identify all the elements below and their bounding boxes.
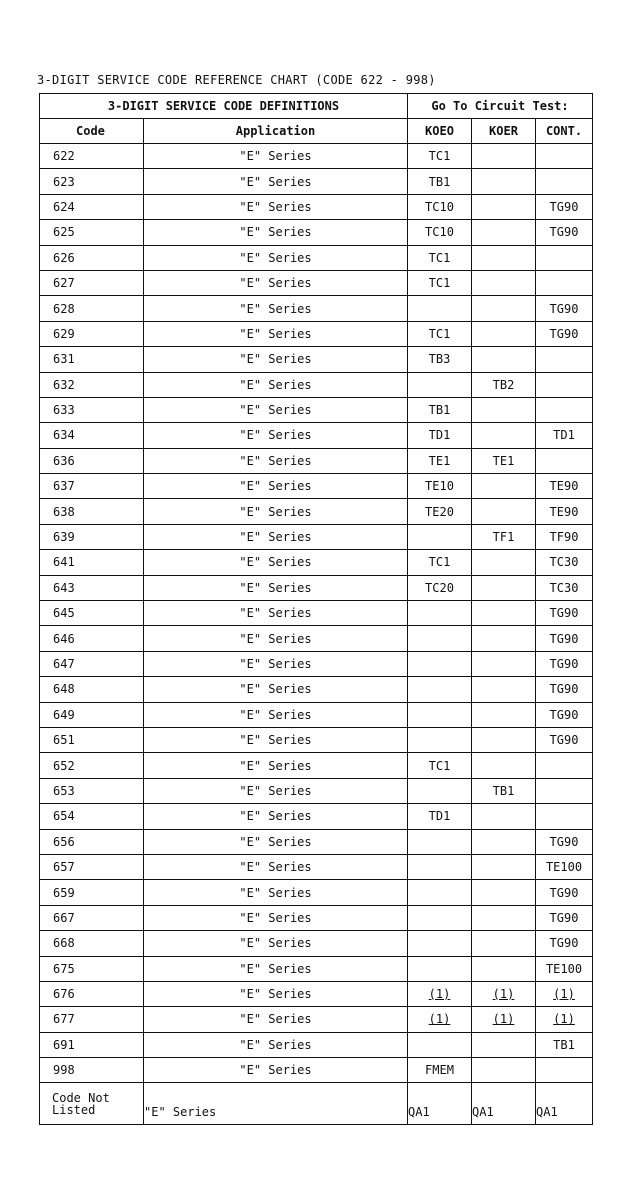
koeo-cell [408, 677, 472, 702]
koeo-cell [408, 880, 472, 905]
koeo-cell: TB3 [408, 347, 472, 372]
application-cell: "E" Series [144, 397, 408, 422]
cont-cell: (1) [536, 1007, 593, 1032]
koeo-cell [408, 524, 472, 549]
code-cell: 645 [40, 601, 144, 626]
code-cell: 649 [40, 702, 144, 727]
koeo-cell: TD1 [408, 423, 472, 448]
cont-cell [536, 245, 593, 270]
cont-cell: TG90 [536, 931, 593, 956]
cont-cell: TC30 [536, 575, 593, 600]
koer-cell: TB1 [472, 778, 536, 803]
koeo-cell [408, 372, 472, 397]
table-row [40, 753, 593, 778]
application-cell: "E" Series [144, 854, 408, 879]
cont-cell: TG90 [536, 601, 593, 626]
table-row-code-not-listed [40, 1083, 593, 1125]
cont-cell: TG90 [536, 321, 593, 346]
code-cell: 626 [40, 245, 144, 270]
koer-cell: QA1 [472, 1083, 536, 1125]
koeo-cell: TE1 [408, 448, 472, 473]
code-cell: 646 [40, 626, 144, 651]
koeo-cell [408, 931, 472, 956]
koer-cell [472, 296, 536, 321]
cont-cell: TG90 [536, 829, 593, 854]
code-cell: 624 [40, 194, 144, 219]
table-row [40, 270, 593, 295]
cont-cell: TE90 [536, 499, 593, 524]
table-row [40, 194, 593, 219]
koer-cell [472, 423, 536, 448]
table-row [40, 524, 593, 549]
code-cell: 643 [40, 575, 144, 600]
cont-cell [536, 397, 593, 422]
cont-cell: TG90 [536, 677, 593, 702]
code-cell: 638 [40, 499, 144, 524]
koer-cell [472, 702, 536, 727]
application-cell: "E" Series [144, 1058, 408, 1083]
koer-cell [472, 804, 536, 829]
cont-cell [536, 372, 593, 397]
cont-cell: TG90 [536, 727, 593, 752]
table-row [40, 804, 593, 829]
cont-cell: TG90 [536, 626, 593, 651]
code-cell: 659 [40, 880, 144, 905]
koeo-cell [408, 702, 472, 727]
code-cell: 627 [40, 270, 144, 295]
table-row [40, 169, 593, 194]
code-line-1: Code Not [52, 1090, 110, 1105]
koer-cell [472, 321, 536, 346]
koeo-cell: TD1 [408, 804, 472, 829]
code-cell: 667 [40, 905, 144, 930]
application-cell: "E" Series [144, 169, 408, 194]
application-cell: "E" Series [144, 727, 408, 752]
koer-cell [472, 956, 536, 981]
koeo-cell: TB1 [408, 397, 472, 422]
table-row [40, 550, 593, 575]
table-row [40, 956, 593, 981]
koeo-cell: TE10 [408, 474, 472, 499]
cont-cell [536, 347, 593, 372]
koeo-cell [408, 854, 472, 879]
table-row [40, 372, 593, 397]
koer-cell [472, 677, 536, 702]
application-cell: "E" Series [144, 550, 408, 575]
table-row [40, 296, 593, 321]
application-cell: "E" Series [144, 753, 408, 778]
koeo-cell: (1) [408, 981, 472, 1006]
table-row [40, 601, 593, 626]
application-cell: "E" Series [144, 524, 408, 549]
code-cell: 633 [40, 397, 144, 422]
koeo-cell: TC1 [408, 321, 472, 346]
koer-cell [472, 220, 536, 245]
application-cell: "E" Series [144, 194, 408, 219]
code-cell: 648 [40, 677, 144, 702]
table-row [40, 981, 593, 1006]
table-row [40, 499, 593, 524]
koeo-cell: TC1 [408, 270, 472, 295]
koer-cell: TF1 [472, 524, 536, 549]
application-cell: "E" Series [144, 677, 408, 702]
cont-cell: (1) [536, 981, 593, 1006]
table-row [40, 651, 593, 676]
application-cell: "E" Series [144, 270, 408, 295]
chart-title: 3-DIGIT SERVICE CODE REFERENCE CHART (CODE 622 - 998) [37, 73, 436, 87]
code-line-2: Listed [52, 1102, 96, 1117]
application-cell: "E" Series [144, 905, 408, 930]
table-row [40, 829, 593, 854]
application-cell: "E" Series [144, 956, 408, 981]
koeo-cell: TE20 [408, 499, 472, 524]
koer-cell [472, 753, 536, 778]
cont-cell: TG90 [536, 651, 593, 676]
application-cell: "E" Series [144, 804, 408, 829]
cont-cell: TF90 [536, 524, 593, 549]
koeo-cell [408, 651, 472, 676]
table-row [40, 397, 593, 422]
application-cell: "E" Series [144, 880, 408, 905]
table-body [40, 144, 593, 1125]
koeo-cell [408, 829, 472, 854]
application-cell: "E" Series [144, 1083, 408, 1125]
code-cell: 639 [40, 524, 144, 549]
application-cell: "E" Series [144, 1032, 408, 1057]
application-cell: "E" Series [144, 423, 408, 448]
cont-cell: TG90 [536, 702, 593, 727]
table-row [40, 423, 593, 448]
code-cell: 652 [40, 753, 144, 778]
table-row [40, 931, 593, 956]
koer-cell [472, 397, 536, 422]
application-cell: "E" Series [144, 601, 408, 626]
koer-cell [472, 1058, 536, 1083]
application-cell: "E" Series [144, 474, 408, 499]
koeo-cell [408, 956, 472, 981]
application-cell: "E" Series [144, 931, 408, 956]
koer-cell: TB2 [472, 372, 536, 397]
koer-cell [472, 550, 536, 575]
koeo-cell [408, 296, 472, 321]
koer-cell [472, 194, 536, 219]
koeo-cell [408, 626, 472, 651]
application-cell: "E" Series [144, 829, 408, 854]
service-code-table [39, 93, 593, 1125]
koeo-cell [408, 778, 472, 803]
code-cell: 651 [40, 727, 144, 752]
cont-cell: TG90 [536, 220, 593, 245]
table-row [40, 245, 593, 270]
code-cell: 634 [40, 423, 144, 448]
cont-cell [536, 1058, 593, 1083]
koeo-cell: TC1 [408, 144, 472, 169]
table-row [40, 626, 593, 651]
table-row [40, 854, 593, 879]
code-cell: 632 [40, 372, 144, 397]
code-cell: 653 [40, 778, 144, 803]
code-cell: 677 [40, 1007, 144, 1032]
koer-cell [472, 651, 536, 676]
application-cell: "E" Series [144, 626, 408, 651]
koeo-cell: TC10 [408, 220, 472, 245]
table-header-columns [40, 119, 593, 144]
code-cell: 628 [40, 296, 144, 321]
cont-column-header: CONT. [536, 119, 593, 144]
cont-cell: TG90 [536, 880, 593, 905]
cont-cell [536, 804, 593, 829]
application-cell: "E" Series [144, 347, 408, 372]
koeo-cell: TB1 [408, 169, 472, 194]
code-cell: 641 [40, 550, 144, 575]
code-cell: 675 [40, 956, 144, 981]
application-cell: "E" Series [144, 778, 408, 803]
application-cell: "E" Series [144, 321, 408, 346]
koeo-cell [408, 601, 472, 626]
cont-cell [536, 144, 593, 169]
koeo-cell: QA1 [408, 1083, 472, 1125]
code-cell: 622 [40, 144, 144, 169]
table-row [40, 1007, 593, 1032]
cont-cell: TC30 [536, 550, 593, 575]
koer-cell [472, 854, 536, 879]
cont-cell: QA1 [536, 1083, 593, 1125]
koeo-cell: TC1 [408, 245, 472, 270]
koer-cell [472, 601, 536, 626]
koer-cell [472, 905, 536, 930]
koer-cell [472, 499, 536, 524]
code-cell: 625 [40, 220, 144, 245]
cont-cell: TE100 [536, 854, 593, 879]
koer-cell: TE1 [472, 448, 536, 473]
application-cell: "E" Series [144, 245, 408, 270]
code-cell: 668 [40, 931, 144, 956]
koer-cell [472, 474, 536, 499]
koer-cell [472, 169, 536, 194]
application-column-header: Application [144, 119, 408, 144]
cont-cell: TG90 [536, 194, 593, 219]
koer-cell [472, 575, 536, 600]
application-cell: "E" Series [144, 372, 408, 397]
code-cell: 647 [40, 651, 144, 676]
table-row [40, 474, 593, 499]
code-cell: 656 [40, 829, 144, 854]
koer-cell [472, 347, 536, 372]
koer-cell [472, 1032, 536, 1057]
code-cell: 636 [40, 448, 144, 473]
code-cell: 654 [40, 804, 144, 829]
table-row [40, 702, 593, 727]
code-cell: 629 [40, 321, 144, 346]
koer-column-header: KOER [472, 119, 536, 144]
application-cell: "E" Series [144, 702, 408, 727]
application-cell: "E" Series [144, 651, 408, 676]
code-cell: 691 [40, 1032, 144, 1057]
koeo-cell [408, 727, 472, 752]
application-cell: "E" Series [144, 1007, 408, 1032]
koeo-cell: TC20 [408, 575, 472, 600]
cont-cell: TE100 [536, 956, 593, 981]
application-cell: "E" Series [144, 981, 408, 1006]
koer-cell: (1) [472, 1007, 536, 1032]
koer-cell [472, 626, 536, 651]
cont-cell [536, 753, 593, 778]
application-cell: "E" Series [144, 220, 408, 245]
code-cell: 623 [40, 169, 144, 194]
application-cell: "E" Series [144, 499, 408, 524]
koeo-cell: TC1 [408, 753, 472, 778]
code-cell: 657 [40, 854, 144, 879]
cont-cell [536, 169, 593, 194]
koer-cell: (1) [472, 981, 536, 1006]
koer-cell [472, 727, 536, 752]
cont-cell: TE90 [536, 474, 593, 499]
table-row [40, 677, 593, 702]
application-cell: "E" Series [144, 296, 408, 321]
cont-cell [536, 778, 593, 803]
koeo-cell: TC10 [408, 194, 472, 219]
table-row [40, 778, 593, 803]
cont-cell: TD1 [536, 423, 593, 448]
table-row [40, 1032, 593, 1057]
table-row [40, 880, 593, 905]
code-cell [40, 1083, 144, 1125]
cont-cell [536, 448, 593, 473]
application-cell: "E" Series [144, 144, 408, 169]
cont-cell: TB1 [536, 1032, 593, 1057]
koeo-cell: FMEM [408, 1058, 472, 1083]
code-cell: 998 [40, 1058, 144, 1083]
code-column-header: Code [40, 119, 144, 144]
koeo-cell: TC1 [408, 550, 472, 575]
koer-cell [472, 880, 536, 905]
go-to-circuit-test-header: Go To Circuit Test: [408, 94, 593, 119]
table-header-top [40, 94, 593, 119]
koer-cell [472, 245, 536, 270]
code-cell: 631 [40, 347, 144, 372]
cont-cell: TG90 [536, 296, 593, 321]
application-cell: "E" Series [144, 575, 408, 600]
table-row [40, 575, 593, 600]
table-row [40, 144, 593, 169]
code-cell: 676 [40, 981, 144, 1006]
application-cell: "E" Series [144, 448, 408, 473]
table-row [40, 347, 593, 372]
table-row [40, 727, 593, 752]
table-row [40, 905, 593, 930]
koer-cell [472, 144, 536, 169]
table-row [40, 220, 593, 245]
definitions-header: 3-DIGIT SERVICE CODE DEFINITIONS [40, 94, 408, 119]
cont-cell: TG90 [536, 905, 593, 930]
koer-cell [472, 270, 536, 295]
table-row [40, 321, 593, 346]
cont-cell [536, 270, 593, 295]
koer-cell [472, 931, 536, 956]
koeo-column-header: KOEO [408, 119, 472, 144]
koeo-cell: (1) [408, 1007, 472, 1032]
koeo-cell [408, 1032, 472, 1057]
koeo-cell [408, 905, 472, 930]
table-row [40, 448, 593, 473]
table-row [40, 1058, 593, 1083]
koer-cell [472, 829, 536, 854]
code-cell: 637 [40, 474, 144, 499]
